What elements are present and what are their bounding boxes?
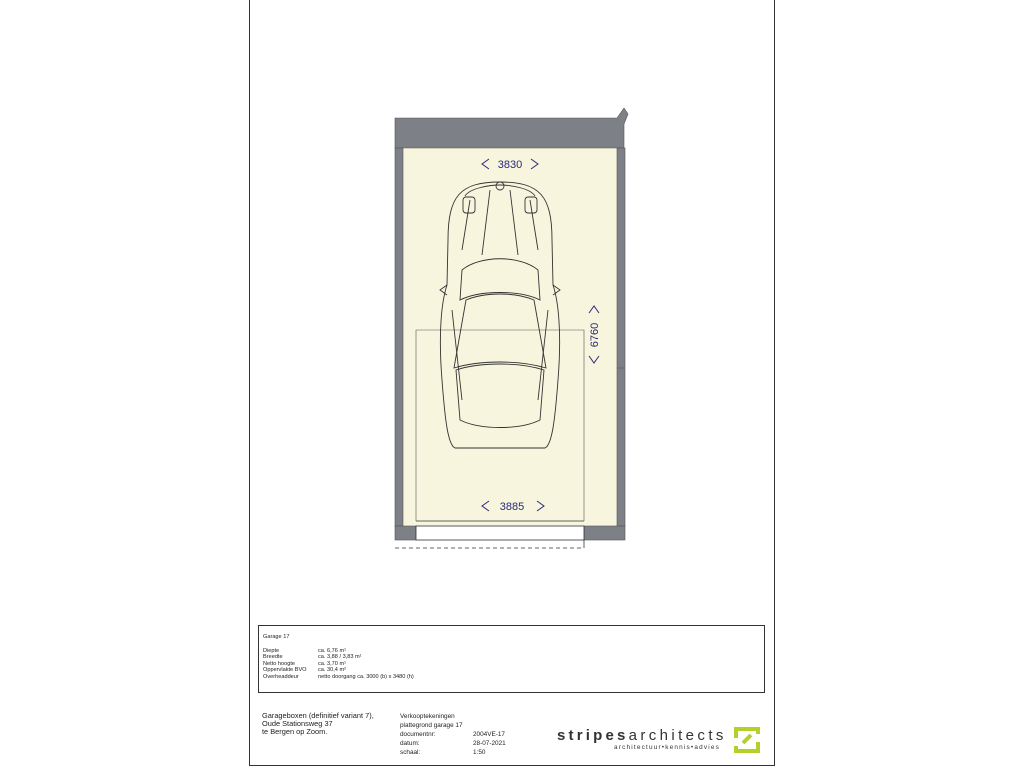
meta-line: Verkooptekeningen [400, 713, 455, 720]
meta-row [400, 748, 506, 757]
spec-value: ca. 3,88 / 3,83 m¹ [318, 654, 362, 661]
logo-wordmark [557, 727, 727, 744]
meta-value: 28-07-2021 [473, 740, 506, 747]
spec-label: Diepte [263, 648, 280, 654]
right-wall-stub [584, 526, 625, 540]
address-line: Garageboxen (definitief variant 7), [262, 711, 374, 720]
meta-label: schaal: [400, 749, 421, 756]
spec-title: Garage 17 [263, 634, 290, 640]
left-wall-stub [395, 526, 416, 540]
spec-value: ca. 6,76 m¹ [318, 648, 346, 654]
spec-row [263, 674, 414, 680]
address-line: Oude Stationsweg 37 [262, 719, 333, 728]
spec-label: Netto hoogte [263, 660, 296, 667]
dim-width-bottom: 3885 [499, 501, 525, 513]
spec-label: Oppervlakte BVO [263, 667, 307, 674]
logo-bold: stripes [557, 727, 629, 744]
right-wall [617, 148, 625, 526]
drawing-metadata [400, 712, 506, 757]
logo-light: architects [628, 727, 727, 744]
left-wall [395, 148, 403, 526]
spec-value: ca. 30,4 m² [318, 667, 346, 674]
meta-row [400, 730, 506, 739]
meta-label: datum: [400, 740, 420, 747]
dim-width-top: 3830 [497, 159, 523, 171]
garage-floor [403, 148, 618, 526]
garage-door [416, 526, 584, 540]
meta-line: plattegrond garage 17 [400, 722, 463, 729]
dim-depth: 6760 [589, 322, 601, 348]
top-wall [395, 108, 628, 148]
spec-rows [263, 648, 414, 680]
meta-label: documentnr: [400, 731, 436, 738]
logo-tagline: architectuur•kennis•advies [614, 744, 721, 751]
spec-label: Overheaddeur [263, 673, 299, 680]
spec-value: ca. 3,70 m¹ [318, 660, 346, 667]
meta-row [400, 739, 506, 748]
address-line: te Bergen op Zoom. [262, 727, 328, 736]
meta-value: 1:50 [473, 749, 486, 756]
meta-value: 2004VE-17 [473, 731, 505, 738]
company-logo [557, 727, 727, 751]
spec-value: netto doorgang ca. 3000 (b) x 3480 (h) [318, 673, 414, 680]
spec-label: Breedte [263, 654, 283, 661]
specification-box [258, 625, 765, 693]
project-address [262, 712, 374, 736]
logo-mark-icon [733, 726, 761, 754]
